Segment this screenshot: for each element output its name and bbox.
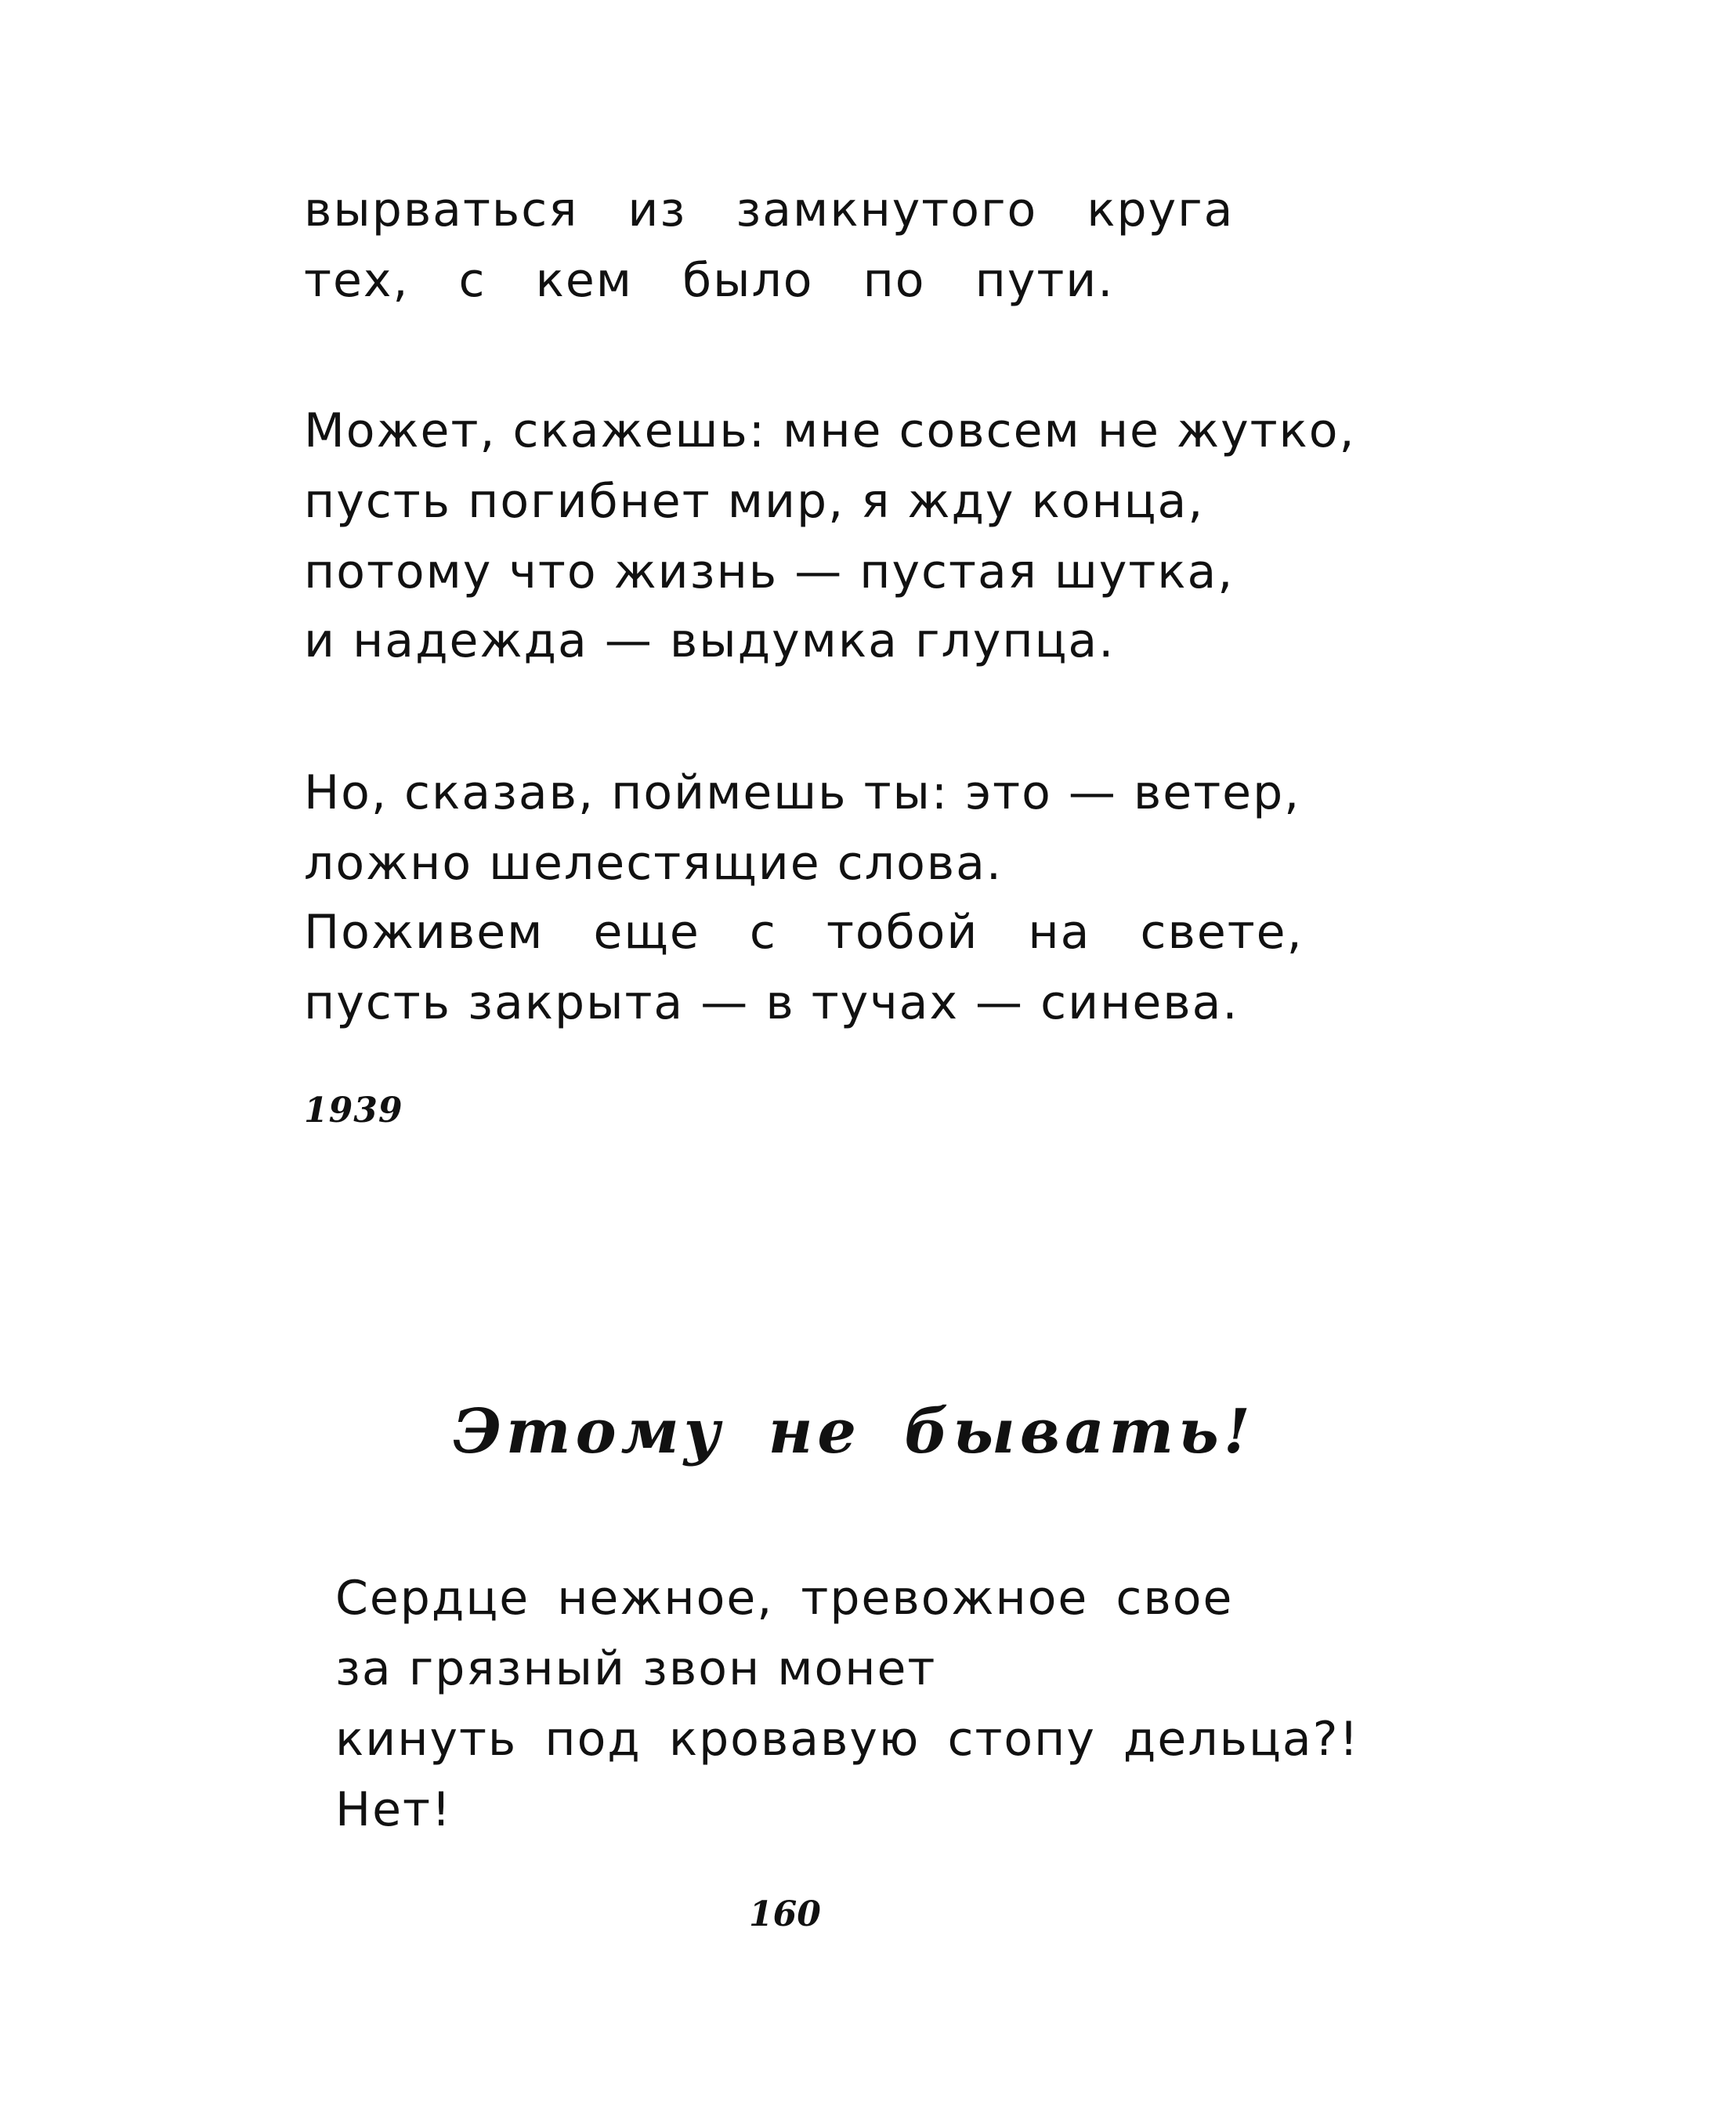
page-number: 160: [749, 1894, 821, 1934]
poem-line: вырваться из замкнутого круга: [304, 183, 1235, 237]
poem-line: Нет!: [335, 1782, 453, 1837]
poem-line: Но, сказав, поймешь ты: это — ветер,: [304, 765, 1301, 820]
poem-line: ложно шелестящие слова.: [304, 836, 1003, 891]
poem-line: за грязный звон монет: [335, 1641, 937, 1696]
poem-line: потому что жизнь — пустая шутка,: [304, 544, 1235, 599]
poem-line: Сердце нежное, тревожное свое: [335, 1571, 1234, 1626]
poem-line: пусть закрыта — в тучах — синева.: [304, 975, 1239, 1030]
poem-line: Может, скажешь: мне совсем не жутко,: [304, 403, 1356, 458]
poem-line: Поживем еще с тобой на свете,: [304, 905, 1304, 960]
poem-title: Этому не бывать!: [453, 1396, 1255, 1467]
poem-line: тех, с кем было по пути.: [304, 253, 1115, 308]
poem-line: пусть погибнет мир, я жду конца,: [304, 474, 1205, 529]
poem-line: и надежда — выдумка глупца.: [304, 613, 1116, 668]
poem-line: кинуть под кровавую стопу дельца?!: [335, 1712, 1360, 1767]
poem-date: 1939: [304, 1091, 403, 1131]
